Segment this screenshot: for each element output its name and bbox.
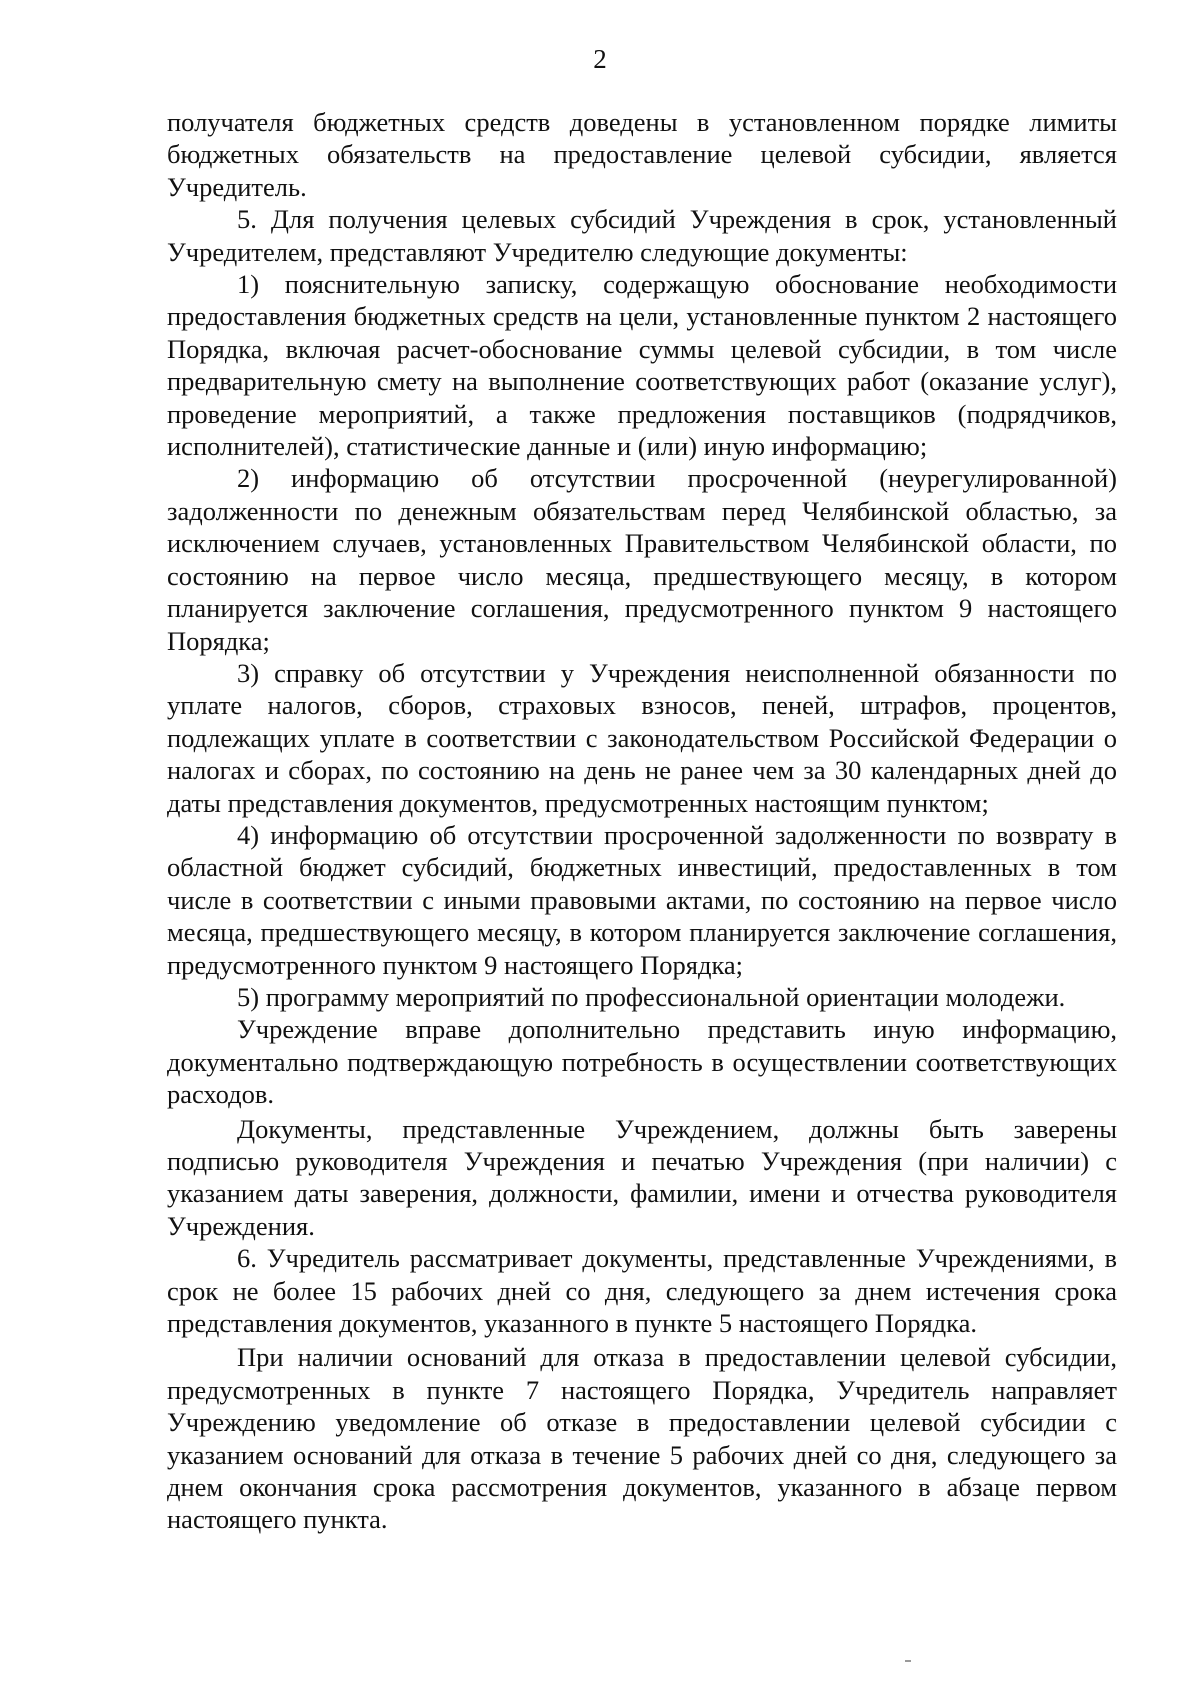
paragraph-subitem-5: 5) программу мероприятий по профессиональной ориентации молодежи. [237,981,1066,1012]
scan-speck [905,1660,911,1662]
paragraph-subitem-4: 4) информацию об отсутствии просроченной задолженности по возврату в областной бюджет субсидий, бюджетных инвестиций, предоставленных в том числе в соответствии с иными правовыми актами, по состоянию на первое число месяца, предшествующего месяцу, в котором планируется заключение соглашения, предусмотренного пунктом 9 настоящего Порядка; [167,819,1117,980]
paragraph-item-6: 6. Учредитель рассматривает документы, представленные Учреждениями, в срок не более 15 рабочих дней со дня, следующего за днем истечения срока представления документов, указанного в пункте 5 настоящего Порядка. [167,1243,1117,1339]
document-body [167,106,1117,1536]
paragraph-item-5: 5. Для получения целевых субсидий Учреждения в срок, установленный Учредителем, представляют Учредителю следующие документы: [167,204,1117,267]
paragraph-additional-info: Учреждение вправе дополнительно представить иную информацию, документально подтверждающую потребность в осуществлении соответствующих расходов. [167,1014,1117,1110]
paragraph-subitem-1: 1) пояснительную записку, содержащую обоснование необходимости предоставления бюджетных средств на цели, установленные пунктом 2 настоящего Порядка, включая расчет-обоснование суммы целевой субсидии, в том числе предварительную смету на выполнение соответствующих работ (оказание услуг), проведение мероприятий, а также предложения поставщиков (подрядчиков, исполнителей), статистические данные и (или) иную информацию; [167,269,1117,462]
paragraph-continuation: получателя бюджетных средств доведены в установленном порядке лимиты бюджетных обязательств на предоставление целевой субсидии, является Учредитель. [167,107,1117,202]
paragraph-subitem-2: 2) информацию об отсутствии просроченной (неурегулированной) задолженности по денежным обязательствам перед Челябинской областью, за исключением случаев, установленных Правительством Челябинской области, по состоянию на первое число месяца, предшествующего месяцу, в котором планируется заключение соглашения, предусмотренного пунктом 9 настоящего Порядка; [167,463,1117,656]
paragraph-subitem-3: 3) справку об отсутствии у Учреждения неисполненной обязанности по уплате налогов, сборов, страховых взносов, пеней, штрафов, процентов, подлежащих уплате в соответствии с законодательством Российской Федерации о налогах и сборах, по состоянию на день не ранее чем за 30 календарных дней до даты представления документов, предусмотренных настоящим пунктом; [167,657,1117,818]
page-number: 2 [593,44,607,74]
paragraph-refusal-notice: При наличии оснований для отказа в предоставлении целевой субсидии, предусмотренных в пункте 7 настоящего Порядка, Учредитель направляет Учреждению уведомление об отказе в предоставлении целевой субсидии с указанием оснований для отказа в течение 5 рабочих дней со дня, следующего за днем окончания срока рассмотрения документов, указанного в абзаце первом настоящего пункта. [167,1342,1117,1535]
paragraph-documents-certification: Документы, представленные Учреждением, должны быть заверены подписью руководителя Учреждения и печатью Учреждения (при наличии) с указанием даты заверения, должности, фамилии, имени и отчества руководителя Учреждения. [167,1113,1117,1241]
